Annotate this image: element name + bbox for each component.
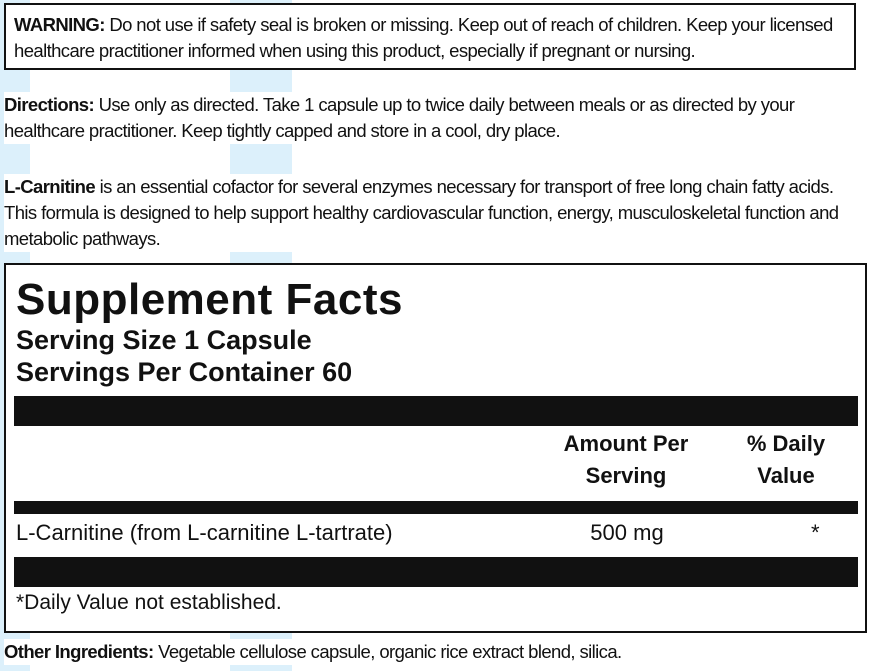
- daily-value-header: % Daily Value: [746, 431, 826, 488]
- nutrient-name: L-Carnitine (from L-carnitine L-tartrate): [16, 520, 393, 545]
- directions-label: Directions:: [4, 94, 95, 115]
- description-text: is an essential cofactor for several enzymes necessary for transport of free long chain fatty acids. This formula is designed to help support healthy cardiovascular function, energy, musculoskeletal function and metabolic pathways.: [4, 176, 839, 249]
- other-ingredients-text: Vegetable cellulose capsule, organic rice extract blend, silica.: [153, 641, 622, 662]
- footnote: *Daily Value not established.: [16, 591, 282, 614]
- servings-per-container: Servings Per Container 60: [16, 357, 353, 387]
- directions-text: Use only as directed. Take 1 capsule up to twice daily between meals or as directed by your healthcare practitioner. Keep tightly capped and store in a cool, dry place.: [4, 94, 795, 141]
- serving-size: Serving Size 1 Capsule: [16, 325, 312, 355]
- amount-header: Amount Per Serving: [563, 431, 689, 488]
- directions-paragraph: [4, 92, 866, 144]
- warning-box: [4, 3, 856, 70]
- facts-title: Supplement Facts: [16, 275, 403, 324]
- divider-bar: [14, 557, 858, 587]
- divider-bar: [14, 501, 858, 514]
- description-label: L-Carnitine: [4, 176, 96, 197]
- other-ingredients: [4, 639, 866, 665]
- nutrient-daily-value: *: [811, 520, 820, 545]
- other-ingredients-label: Other Ingredients:: [4, 641, 154, 662]
- warning-label: WARNING:: [14, 14, 105, 35]
- warning-text: Do not use if safety seal is broken or missing. Keep out of reach of children. Keep your licensed healthcare practitioner informed when using this product, especially if pregnant or nursing.: [14, 14, 833, 61]
- divider-bar: [14, 396, 858, 426]
- description-paragraph: [4, 174, 866, 252]
- supplement-facts-panel: [4, 263, 867, 633]
- nutrient-amount: 500 mg: [590, 520, 664, 545]
